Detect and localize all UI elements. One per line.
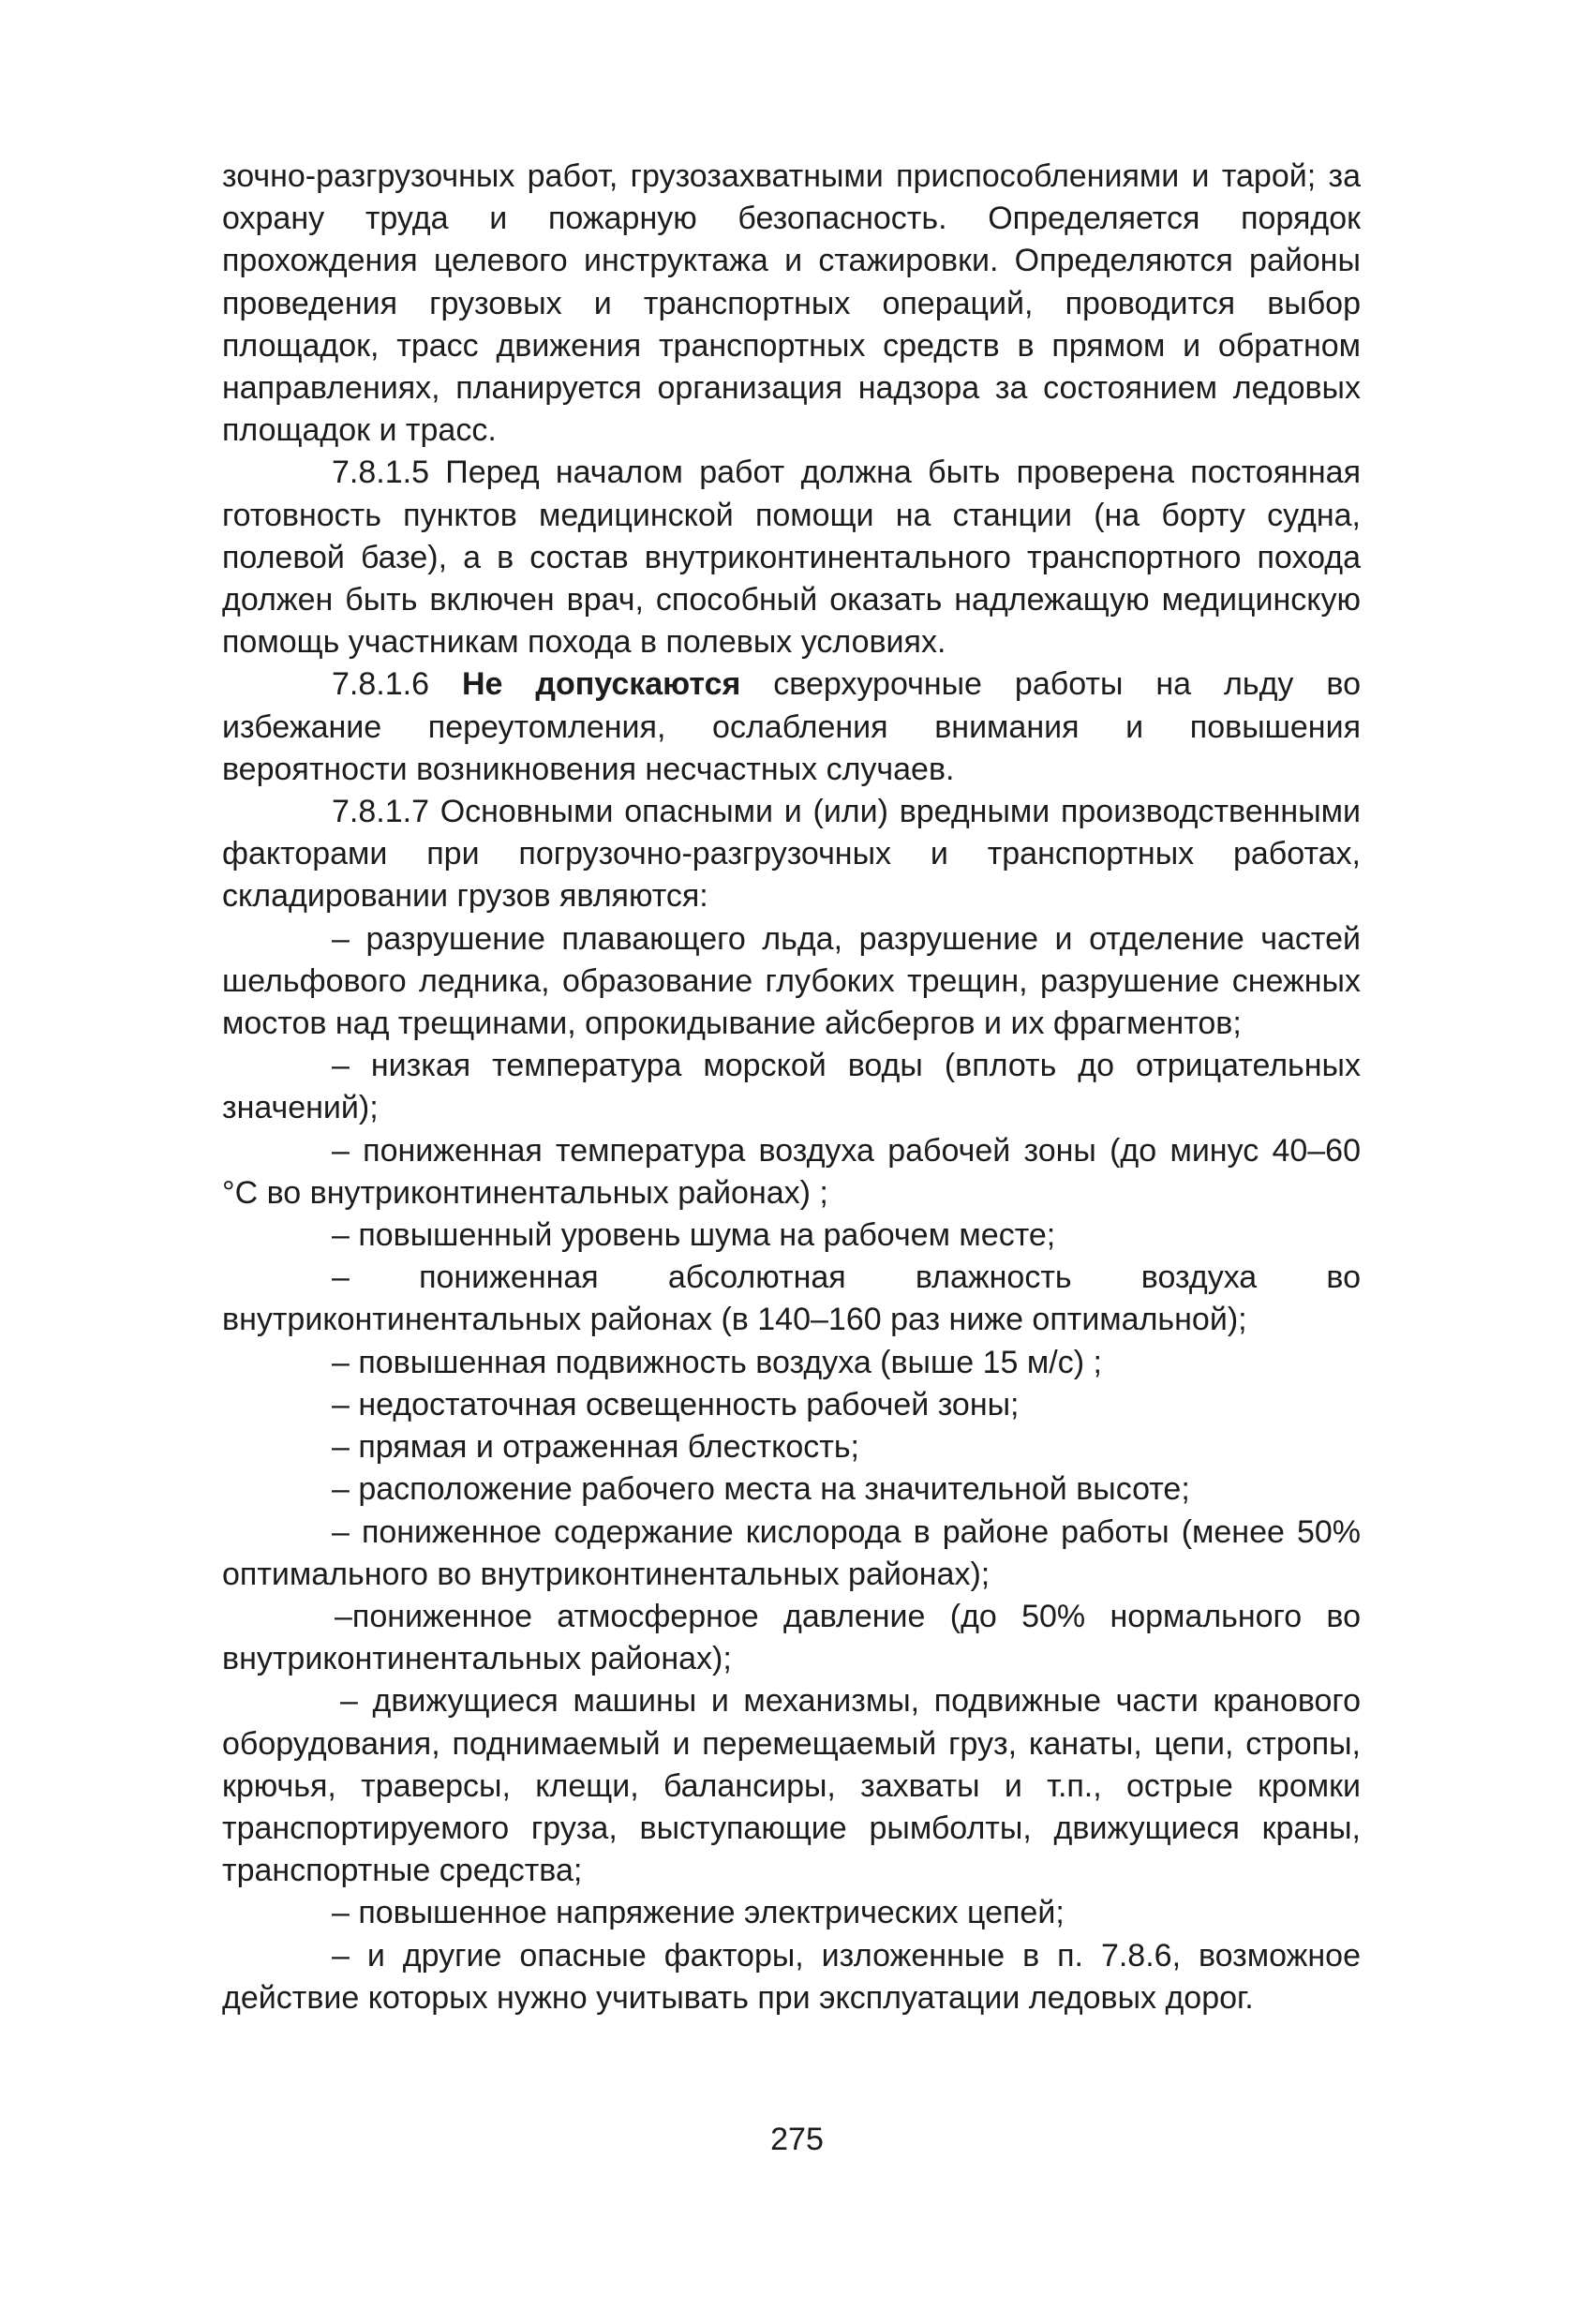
factor-item: – низкая температура морской воды (вплоть до отрицательных значений); [222, 1048, 1361, 1126]
factor-item: – расположение рабочего места на значительной высоте; [332, 1471, 1190, 1508]
factor-item: – повышенная подвижность воздуха (выше 15 м/с) ; [332, 1344, 1102, 1380]
factor-item: – недостаточная освещенность рабочей зоны; [332, 1386, 1020, 1423]
factor-item: – прямая и отраженная блесткость; [332, 1429, 859, 1466]
continuation-paragraph: зочно-разгрузочных работ, грузозахватными приспособлениями и тарой; за охрану труда и пожарную безопасность. Определяется порядок прохождения целевого инструктажа и стажировки. Определяются районы проведения грузовых и транспортных операций, проводится выбор площадок, трасс движения транспортных средств в прямом и обратном направлениях, планируется организация надзора за состоянием ледовых площадок и трасс. [222, 158, 1361, 449]
emphasis-text: Не допускаются [461, 666, 741, 703]
factor-item: – движущиеся машины и механизмы, подвижные части кранового оборудования, поднимаемый и перемещаемый груз, канаты, цепи, стропы, крючья, траверсы, клещи, балансиры, захваты и т.п., острые кромки транспортируемого груза, выступающие рымболты, движущиеся краны, транспортные средства; [222, 1683, 1361, 1889]
page-body [222, 156, 1361, 2019]
factor-item: – повышенный уровень шума на рабочем месте; [332, 1217, 1056, 1254]
paragraph-text: сверхурочные работы на льду во избежание переутомления, ослабления внимания и повышения вероятности возникновения несчастных случаев. [222, 666, 1361, 787]
paragraph-7-8-1-7: 7.8.1.7 Основными опасными и (или) вредными производственными факторами при погрузочно-разгрузочных и транспортных работах, складировании грузов являются: [222, 794, 1361, 915]
factor-item: –пониженное атмосферное давление (до 50% нормального во внутриконтинентальных районах); [222, 1598, 1361, 1677]
page-number: 275 [770, 2122, 824, 2157]
paragraph-number: 7.8.1.6 [332, 666, 462, 703]
paragraph-7-8-1-5: 7.8.1.5 Перед началом работ должна быть проверена постоянная готовность пунктов медицинской помощи на станции (на борту судна, полевой базе), а в состав внутриконтинентального транспортного похода должен быть включен врач, способный оказать надлежащую медицинскую помощь участникам похода в полевых условиях. [222, 454, 1361, 661]
factor-item: – повышенное напряжение электрических цепей; [332, 1895, 1065, 1931]
factor-item: – пониженная температура воздуха рабочей зоны (до минус 40–60 °С во внутриконтинентальных районах) ; [222, 1132, 1361, 1211]
factor-item: – пониженная абсолютная влажность воздуха во внутриконтинентальных районах (в 140–160 раз ниже оптимальной); [222, 1259, 1361, 1338]
factor-item: – разрушение плавающего льда, разрушение и отделение частей шельфового ледника, образование глубоких трещин, разрушение снежных мостов над трещинами, опрокидывание айсбергов и их фрагментов; [222, 920, 1361, 1042]
factor-item: – пониженное содержание кислорода в районе работы (менее 50% оптимального во внутриконтинентальных районах); [222, 1513, 1361, 1592]
paragraph-7-8-1-6 [222, 663, 1361, 791]
factor-item: – и другие опасные факторы, изложенные в п. 7.8.6, возможное действие которых нужно учитывать при эксплуатации ледовых дорог. [222, 1937, 1361, 2016]
